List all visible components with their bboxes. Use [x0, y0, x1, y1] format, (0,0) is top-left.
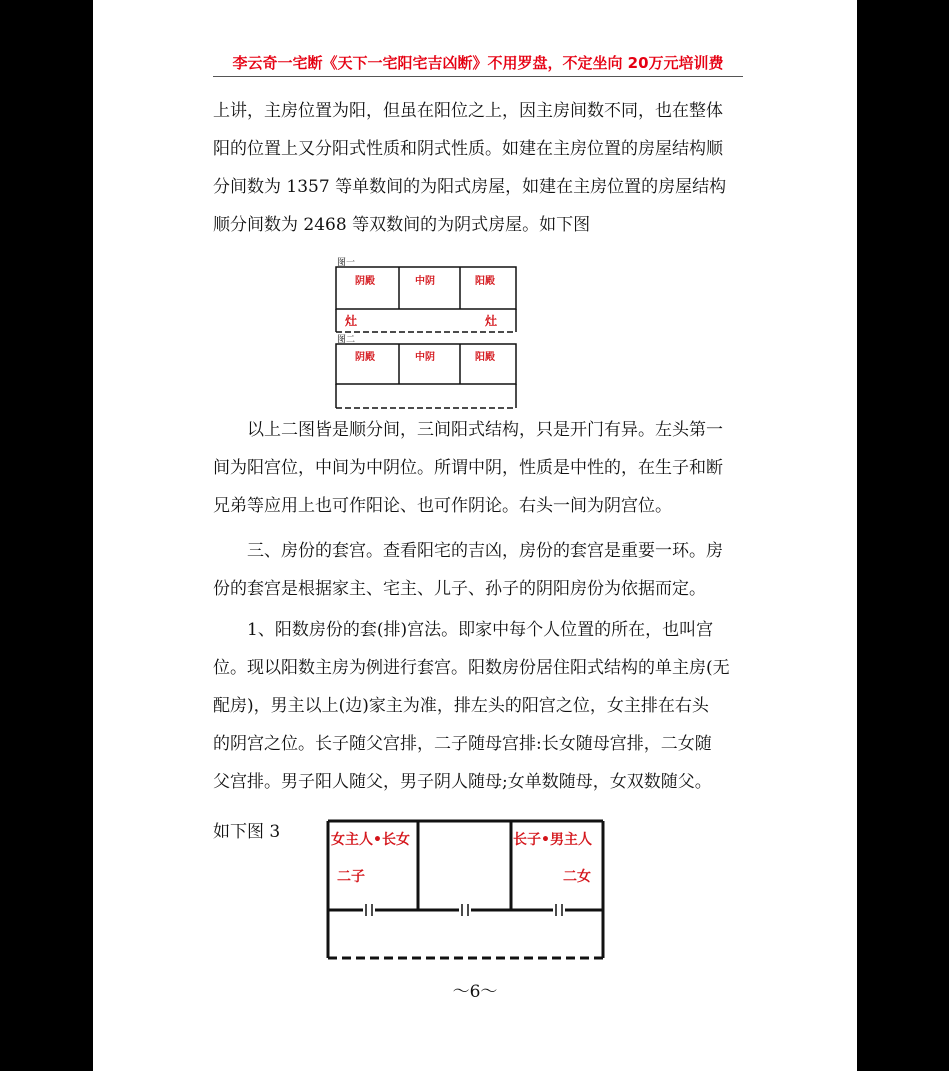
text-line: 父宫排。男子阳人随父，男子阴人随母;女单数随母，女双数随父。	[213, 772, 712, 792]
paragraph-4	[213, 611, 743, 801]
paragraph-3	[213, 532, 743, 608]
text-line: 配房)，男主以上(边)家主为准，排左头的阳宫之位，女主排在右头	[213, 696, 709, 716]
text-line: 的阴宫之位。长子随父宫排，二子随母宫排:长女随母宫排，二女随	[213, 734, 712, 754]
room-label: 阴殿	[355, 352, 375, 363]
figure-3	[323, 818, 608, 963]
text-line: 分间数为 1357 等单数间的为阳式房屋，如建在主房位置的房屋结构	[213, 177, 727, 197]
right-room-top-label: 长子•男主人	[513, 832, 592, 848]
figure-2-caption: 图二	[337, 335, 356, 345]
room-label: 中阴	[415, 352, 435, 363]
left-room-bottom-label: 二子	[337, 869, 365, 885]
figure-1-main-room	[336, 267, 516, 309]
paragraph-1	[213, 92, 743, 244]
text-line: 间为阳宫位，中间为中阴位。所谓中阴，性质是中性的，在生子和断	[213, 458, 723, 478]
left-room-top-label: 女主人•长女	[331, 832, 410, 848]
document-page	[93, 0, 857, 1071]
text-line: 位。现以阳数主房为例进行套宫。阳数房份居住阳式结构的单主房(无	[213, 658, 730, 678]
text-line: 顺分间数为 2468 等双数间的为阴式房屋。如下图	[213, 215, 591, 235]
text-line: 1、阳数房份的套(排)宫法。即家中每个人位置的所在，也叫宫	[247, 620, 714, 640]
stove-label: 灶	[345, 314, 358, 328]
text-line: 三、房份的套宫。查看阳宅的吉凶，房份的套宫是重要一环。房	[247, 541, 723, 561]
figure-3-label: 如下图 3	[213, 822, 281, 842]
paragraph-2	[213, 411, 743, 525]
room-label: 中阴	[415, 276, 435, 287]
page-header: 李云奇一宅断《天下一宅阳宅吉凶断》不用罗盘，不定坐向 20万元培训费	[213, 52, 743, 77]
right-room-bottom-label: 二女	[563, 869, 591, 885]
room-label: 阴殿	[355, 276, 375, 287]
text-line: 以上二图皆是顺分间，三间阳式结构，只是开门有异。左头第一	[247, 420, 723, 440]
room-label: 阳殿	[475, 352, 495, 363]
text-line: 份的套宫是根据家主、宅主、儿子、孙子的阴阳房份为依据而定。	[213, 579, 706, 599]
text-line: 兄弟等应用上也可作阳论、也可作阴论。右头一间为阴宫位。	[213, 496, 672, 516]
text-line: 上讲，主房位置为阳，但虽在阳位之上，因主房间数不同，也在整体	[213, 101, 723, 121]
room-label: 阳殿	[475, 276, 495, 287]
page-number: ～6～	[452, 982, 498, 1002]
stove-label: 灶	[485, 314, 498, 328]
figure-1-caption: 图一	[337, 258, 356, 268]
figure-2-main-room	[336, 344, 516, 384]
text-line: 阳的位置上又分阳式性质和阴式性质。如建在主房位置的房屋结构顺	[213, 139, 723, 159]
figure-1-2	[333, 255, 523, 413]
